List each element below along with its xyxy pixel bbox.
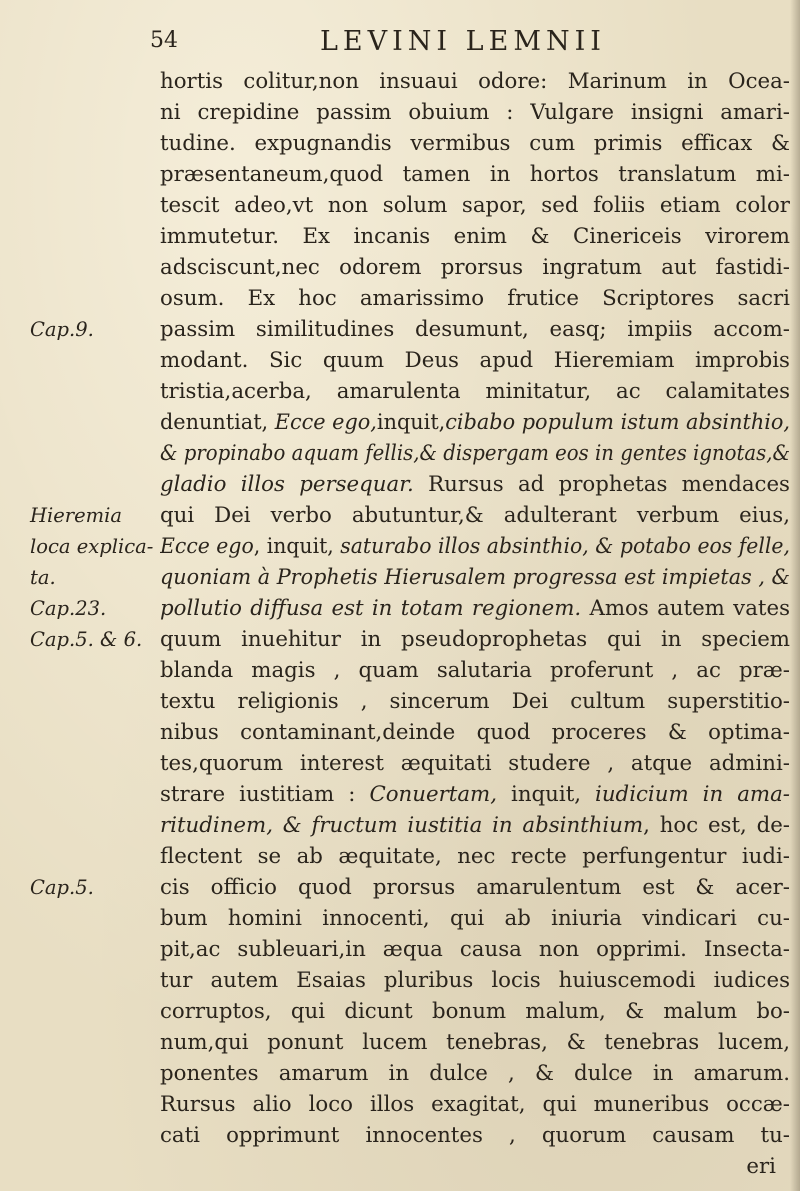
margin-note: Hieremia <box>30 504 122 527</box>
text-span: ponentes amarum in dulce , & dulce in amarum. <box>160 1061 790 1086</box>
italic-text: Ecce ego <box>160 534 254 559</box>
text-line <box>160 996 790 1027</box>
italic-text: Conuertam, <box>369 782 497 807</box>
margin-note: ta. <box>30 566 56 589</box>
text-span: num,qui ponunt lucem tenebras, & tenebras lucem, <box>160 1030 790 1055</box>
text-line <box>160 252 790 283</box>
text-span: osum. Ex hoc amarissimo frutice Scriptores sacri <box>160 286 790 311</box>
text-line <box>160 97 790 128</box>
text-span: Rursus alio loco illos exagitat, qui muneribus occæ- <box>160 1092 790 1117</box>
text-line <box>160 872 790 903</box>
text-span: Rursus ad prophetas mendaces <box>413 472 790 497</box>
text-span: tes,quorum interest æquitati studere , atque admini- <box>160 751 790 776</box>
text-line <box>160 686 790 717</box>
text-line <box>160 66 790 97</box>
text-span: hortis colitur,non insuaui odore: Marinum in Ocea- <box>160 69 790 94</box>
italic-text: quoniam à Prophetis Hierusalem progressa est impietas , & <box>160 565 790 590</box>
text-line <box>160 438 790 469</box>
text-line <box>160 841 790 872</box>
text-span: nibus contaminant,deinde quod proceres & optima- <box>160 720 790 745</box>
text-span: pit,ac subleuari,in æqua causa non opprimi. Insecta- <box>160 937 790 962</box>
text-span: corruptos, qui dicunt bonum malum, & malum bo- <box>160 999 790 1024</box>
text-span: flectent se ab æquitate, nec recte perfungentur iudi- <box>160 844 790 869</box>
text-line <box>160 779 790 810</box>
italic-text: & propinabo aquam fellis,& dispergam eos in gentes ignotas,& <box>160 441 790 466</box>
italic-text: gladio illos persequar. <box>160 472 414 497</box>
text-span: textu religionis , sincerum Dei cultum superstitio- <box>160 689 790 714</box>
margin-note: loca explica- <box>30 535 154 558</box>
text-line <box>160 1089 790 1120</box>
text-span: modant. Sic quum Deus apud Hieremiam improbis <box>160 348 790 373</box>
margin-note: Cap.5. & 6. <box>30 628 143 651</box>
text-line <box>160 128 790 159</box>
text-span: qui Dei verbo abutuntur,& adulterant verbum eius, <box>160 503 790 528</box>
text-span: tescit adeo,vt non solum sapor, sed foliis etiam color <box>160 193 790 218</box>
text-line <box>160 965 790 996</box>
page-header <box>150 22 710 62</box>
body-text <box>160 66 790 1182</box>
text-line <box>160 469 790 500</box>
text-span: ni crepidine passim obuium : Vulgare insigni amari- <box>160 100 790 125</box>
text-span: cati opprimunt innocentes , quorum causam tu- <box>160 1123 790 1148</box>
page-edge-shadow <box>790 0 800 1191</box>
running-title: LEVINI LEMNII <box>320 26 606 57</box>
text-line <box>160 1058 790 1089</box>
margin-note: Cap.9. <box>30 318 94 341</box>
text-line <box>160 655 790 686</box>
text-span: inquit, <box>497 782 596 807</box>
text-line <box>160 1120 790 1151</box>
text-line <box>160 345 790 376</box>
text-span: quum inuehitur in pseudoprophetas qui in speciem <box>160 627 790 652</box>
margin-note: Cap.23. <box>30 597 107 620</box>
text-line <box>160 1027 790 1058</box>
text-line <box>160 562 790 593</box>
text-line <box>160 748 790 779</box>
text-line <box>160 624 790 655</box>
text-line <box>160 500 790 531</box>
text-span: bum homini innocenti, qui ab iniuria vindicari cu- <box>160 906 790 931</box>
text-line <box>160 314 790 345</box>
text-span: cis officio quod prorsus amarulentum est & acer- <box>160 875 790 900</box>
text-span: Amos autem vates <box>581 596 790 621</box>
text-line <box>160 407 790 438</box>
italic-text: iudicium in ama- <box>595 782 790 807</box>
catchword: eri <box>746 1154 776 1179</box>
text-line <box>160 903 790 934</box>
italic-text: saturabo illos absinthio, & potabo eos felle, <box>340 534 790 559</box>
text-line <box>160 221 790 252</box>
text-span: inquit, <box>376 410 446 435</box>
text-line <box>160 376 790 407</box>
italic-text: ritudinem, & fructum iustitia in absinthium <box>160 813 644 838</box>
italic-text: cibabo populum istum absinthio, <box>445 410 790 435</box>
text-span: adsciscunt,nec odorem prorsus ingratum aut fastidi- <box>160 255 790 280</box>
text-span: tristia,acerba, amarulenta minitatur, ac calamitates <box>160 379 790 404</box>
text-span: strare iustitiam : <box>160 782 370 807</box>
italic-text: Ecce ego, <box>274 410 377 435</box>
text-span: , inquit, <box>253 534 341 559</box>
text-span: blanda magis , quam salutaria proferunt , ac præ- <box>160 658 790 683</box>
text-line <box>160 531 790 562</box>
text-span: passim similitudines desumunt, easq; impiis accom- <box>160 317 790 342</box>
italic-text: pollutio diffusa est in totam regionem. <box>160 596 582 621</box>
text-span: tur autem Esaias pluribus locis huiuscemodi iudices <box>160 968 790 993</box>
text-span: tudine. expugnandis vermibus cum primis efficax & <box>160 131 790 156</box>
text-line <box>160 159 790 190</box>
text-line <box>160 190 790 221</box>
text-line <box>160 283 790 314</box>
text-span: , hoc est, de- <box>643 813 790 838</box>
text-span: immutetur. Ex incanis enim & Cinericeis virorem <box>160 224 790 249</box>
text-span: denuntiat, <box>160 410 275 435</box>
page-number: 54 <box>150 28 178 53</box>
text-line <box>160 810 790 841</box>
margin-note: Cap.5. <box>30 876 94 899</box>
text-line <box>160 717 790 748</box>
text-line <box>160 593 790 624</box>
text-line <box>160 934 790 965</box>
text-span: præsentaneum,quod tamen in hortos translatum mi- <box>160 162 790 187</box>
